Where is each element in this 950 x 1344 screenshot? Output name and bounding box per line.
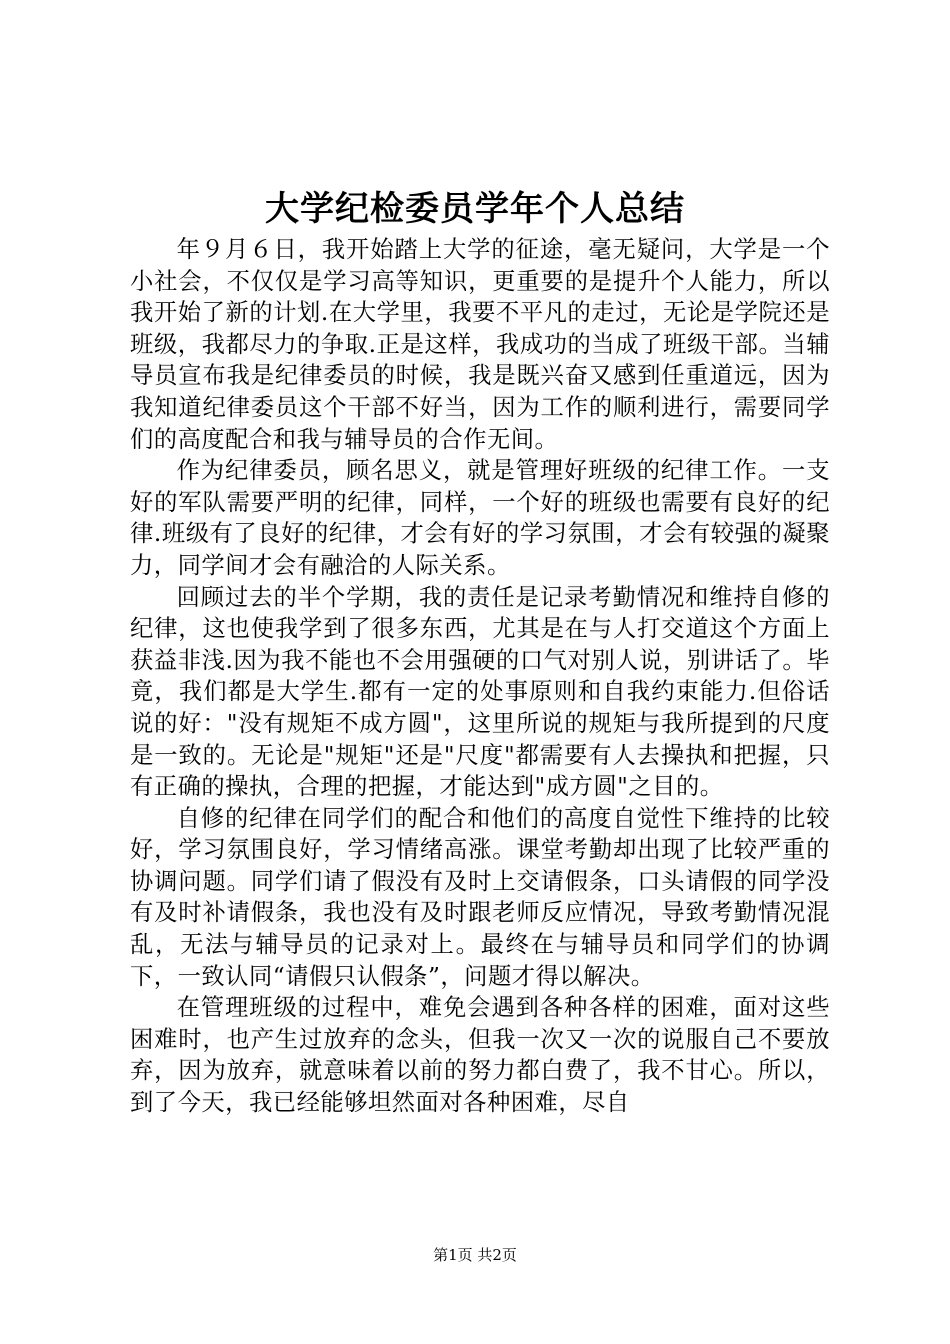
- paragraph-4: 自修的纪律在同学们的配合和他们的高度自觉性下维持的比较好，学习氛围良好，学习情绪高涨。课堂考勤却出现了比较严重的协调问题。同学们请了假没有及时上交请假条，口头请假的同学没有及时补请假条，我也没有及时跟老师反应情况，导致考勤情况混乱，无法与辅导员的记录对上。最终在与辅导员和同学们的协调下，一致认同“请假只认假条”，问题才得以解决。: [130, 804, 830, 990]
- document-body: [130, 234, 830, 1119]
- page-footer: 第1页 共2页: [433, 1246, 517, 1264]
- paragraph-2: 作为纪律委员，顾名思义，就是管理好班级的纪律工作。一支好的军队需要严明的纪律，同样，一个好的班级也需要有良好的纪律.班级有了良好的纪律，才会有好的学习氛围，才会有较强的凝聚力，同学间才会有融洽的人际关系。: [130, 457, 830, 579]
- paragraph-1: 年９月６日，我开始踏上大学的征途，毫无疑问，大学是一个小社会，不仅仅是学习高等知识，更重要的是提升个人能力，所以我开始了新的计划.在大学里，我要不平凡的走过，无论是学院还是班级，我都尽力的争取.正是这样，我成功的当成了班级干部。当辅导员宣布我是纪律委员的时候，我是既兴奋又感到任重道远，因为我知道纪律委员这个干部不好当，因为工作的顺利进行，需要同学们的高度配合和我与辅导员的合作无间。: [130, 236, 830, 453]
- paragraph-3: 回顾过去的半个学期，我的责任是记录考勤情况和维持自修的纪律，这也使我学到了很多东西，尤其是在与人打交道这个方面上获益非浅.因为我不能也不会用强硬的口气对别人说，别讲话了。毕竟，我们都是大学生.都有一定的处事原则和自我约束能力.但俗话说的好："没有规矩不成方圆"，这里所说的规矩与我所提到的尺度是一致的。无论是"规矩"还是"尺度"都需要有人去操执和把握，只有正确的操执，合理的把握，才能达到"成方圆"之目的。: [130, 583, 830, 801]
- document-title: 大学纪检委员学年个人总结: [265, 189, 685, 229]
- paragraph-5: 在管理班级的过程中，难免会遇到各种各样的困难，面对这些困难时，也产生过放弃的念头，但我一次又一次的说服自己不要放弃，因为放弃，就意味着以前的努力都白费了，我不甘心。所以，到了今天，我已经能够坦然面对各种困难，尽自: [130, 994, 830, 1117]
